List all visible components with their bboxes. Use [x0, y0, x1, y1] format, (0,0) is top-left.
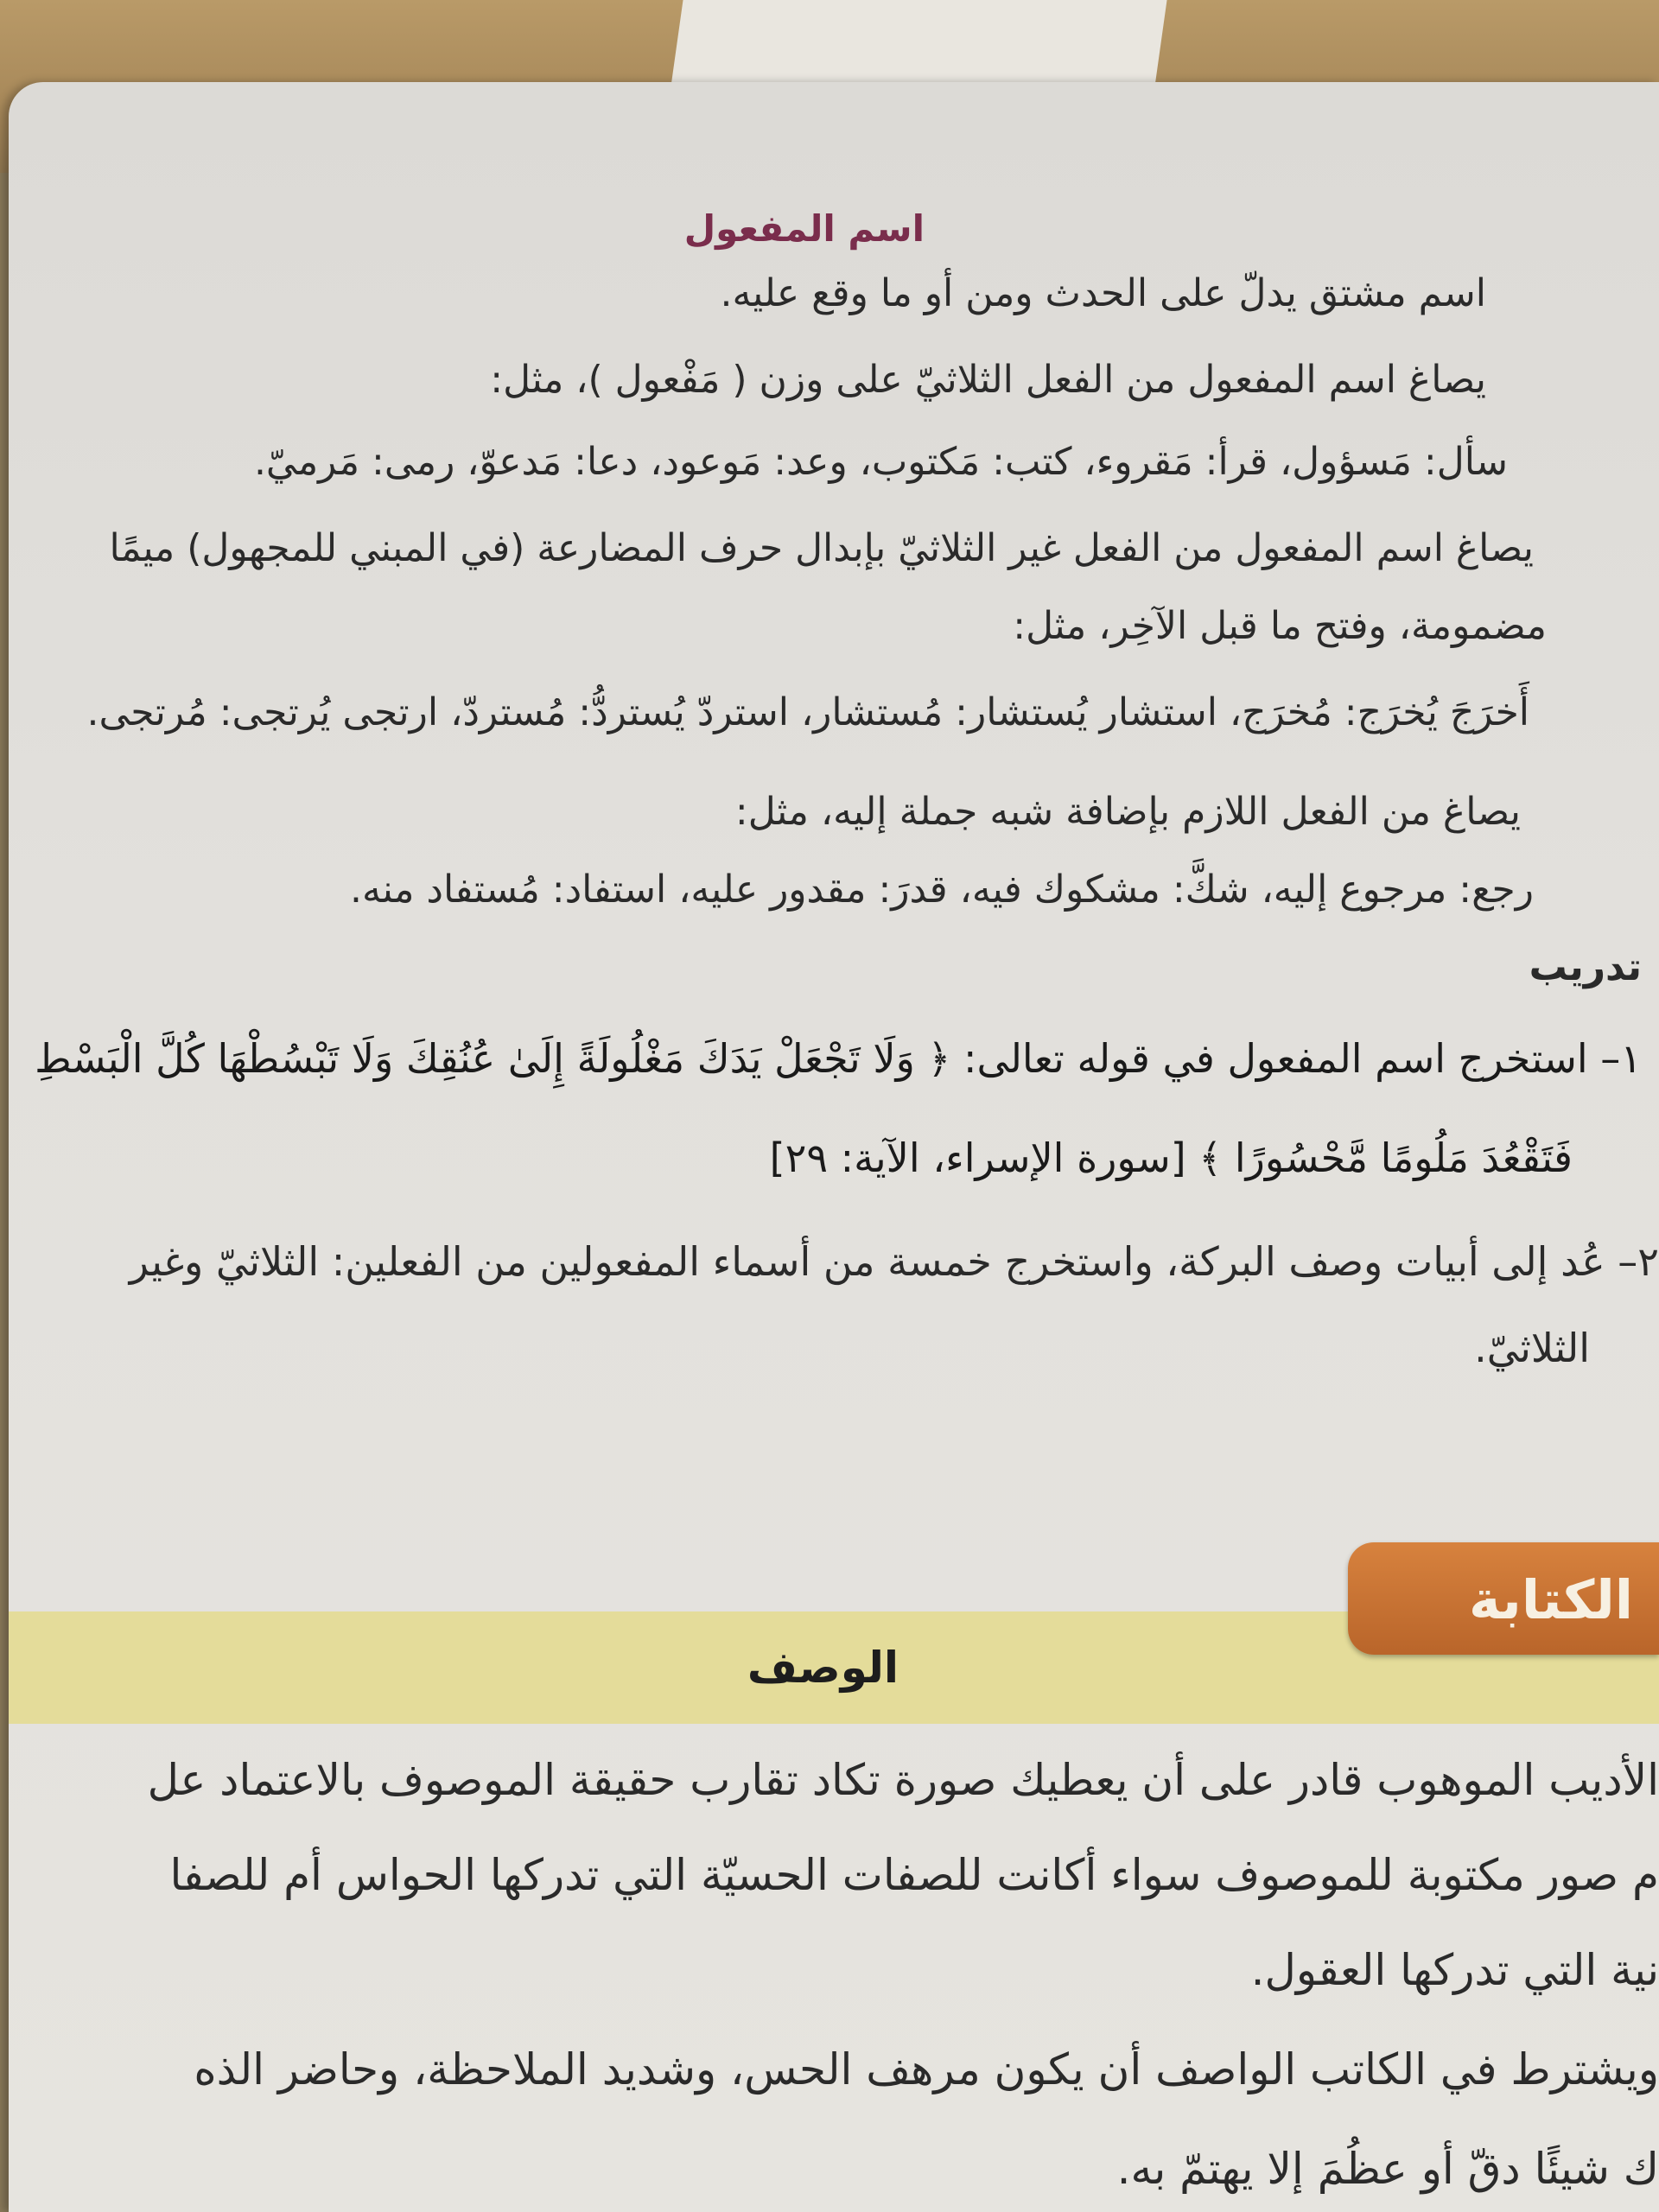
exercise-question-1-continued: فَتَقْعُدَ مَلُومًا مَّحْسُورًا ﴾ [سورة الإسراء، الآية: ٢٩]: [769, 1135, 1573, 1181]
writing-topic-title: الوصف: [747, 1643, 899, 1693]
exercise-question-2: ٢– عُد إلى أبيات وصف البركة، واستخرج خمسة من أسماء المفعولين من الفعلين: الثلاثيّ وغير: [129, 1238, 1659, 1285]
lesson-line: يصاغ اسم المفعول من الفعل الثلاثيّ على وزن ( مَفْعول )، مثل:: [490, 358, 1486, 402]
lesson-line: مضمومة، وفتح ما قبل الآخِر، مثل:: [1013, 604, 1547, 648]
writing-line: نية التي تدركها العقول.: [1250, 1945, 1659, 1995]
writing-line: ويشترط في الكاتب الواصف أن يكون مرهف الحس، وشديد الملاحظة، وحاضر الذه: [194, 2044, 1659, 2094]
lesson-line: رجع: مرجوع إليه، شكَّ: مشكوك فيه، قدرَ: مقدور عليه، استفاد: مُستفاد منه.: [350, 868, 1534, 912]
lesson-line: يصاغ من الفعل اللازم بإضافة شبه جملة إليه، مثل:: [734, 790, 1521, 834]
writing-section-tab: [1348, 1542, 1659, 1655]
exercise-heading: تدريب: [1529, 945, 1642, 989]
lesson-line: اسم مشتق يدلّ على الحدث ومن أو ما وقع عليه.: [720, 271, 1486, 315]
writing-line: ك شيئًا دقّ أو عظُمَ إلا يهتمّ به.: [1116, 2144, 1659, 2194]
exercise-question-2-continued: الثلاثيّ.: [1474, 1325, 1590, 1371]
writing-line: الأديب الموهوب قادر على أن يعطيك صورة تكاد تقارب حقيقة الموصوف بالاعتماد عل: [147, 1755, 1659, 1805]
exercise-question-1: ١– استخرج اسم المفعول في قوله تعالى: ﴿ وَلَا تَجْعَلْ يَدَكَ مَغْلُولَةً إِلَىٰ عُنُقِكَ وَلَا تَبْسُطْهَا كُلَّ الْبَسْطِ: [35, 1035, 1642, 1082]
writing-line: م صور مكتوبة للموصوف سواء أكانت للصفات الحسيّة التي تدركها الحواس أم للصفا: [169, 1850, 1659, 1900]
writing-section-label: الكتابة: [1468, 1568, 1633, 1631]
lesson-title: اسم المفعول: [683, 207, 925, 250]
lesson-line: أَخرَجَ يُخرَج: مُخرَج، استشار يُستشار: مُستشار، استردّ يُستردُّ: مُستردّ، ارتجى يُرتجى: مُرتجى.: [86, 690, 1529, 734]
textbook-page: [9, 82, 1659, 2212]
page-content: [9, 82, 1659, 2212]
lesson-line: يصاغ اسم المفعول من الفعل غير الثلاثيّ بإبدال حرف المضارعة (في المبني للمجهول) ميمًا: [109, 526, 1534, 570]
lesson-line: سأل: مَسؤول، قرأ: مَقروء، كتب: مَكتوب، وعد: مَوعود، دعا: مَدعوّ، رمى: مَرميّ.: [253, 440, 1508, 484]
